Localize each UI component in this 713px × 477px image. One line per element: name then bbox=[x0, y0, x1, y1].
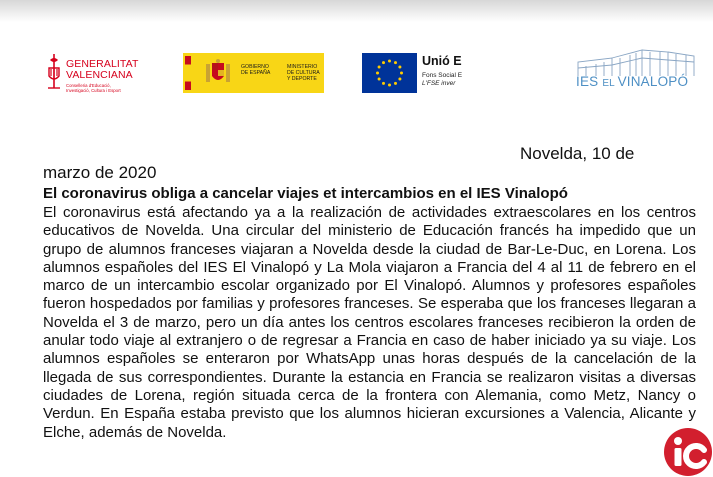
ies-vinalopo-logo bbox=[572, 46, 702, 96]
eu-motto-text: L'FSE inver bbox=[422, 80, 456, 87]
generalitat-department: Conselleria d'Educació, Investigació, Cultura i Esport bbox=[66, 83, 121, 93]
badge-ic-icon bbox=[664, 428, 712, 476]
european-union-fse-logo bbox=[362, 53, 470, 93]
eu-stars-icon bbox=[362, 53, 417, 93]
ministerio-text: MINISTERIO DE CULTURA Y DEPORTE bbox=[287, 64, 320, 82]
generalitat-emblem-icon bbox=[46, 52, 62, 94]
spain-flag-strip bbox=[185, 56, 191, 90]
gobierno-espana-logo bbox=[183, 53, 324, 93]
ies-name: IES EL VINALOPÓ bbox=[576, 74, 689, 89]
generalitat-valenciana-logo bbox=[46, 52, 146, 98]
top-shadow bbox=[0, 0, 713, 22]
date-line: Novelda, 10 de bbox=[520, 144, 635, 163]
article-headline: El coronavirus obliga a cancelar viajes et intercambios en el IES Vinalopó bbox=[43, 185, 568, 202]
eu-fund-text: Fons Social E bbox=[422, 72, 463, 79]
date-line-continued: marzo de 2020 bbox=[43, 163, 157, 182]
eu-title: Unió E bbox=[422, 54, 462, 68]
eu-flag-icon bbox=[362, 53, 417, 93]
spain-coat-of-arms-icon bbox=[203, 58, 233, 88]
gobierno-text: GOBIERNO DE ESPAÑA bbox=[241, 64, 271, 76]
generalitat-name: GENERALITAT VALENCIANA bbox=[66, 58, 139, 81]
article-body: El coronavirus está afectando ya a la realización de actividades extraescolares en los centros educativos de Novelda. Una circular del ministerio de Educación francés ha impedido que un grupo de alumnos franceses viajaran a Novelda desde la ciudad de Bar-Le-Duc, en Lorena. Los alumnos españoles del IES El Vinalopó y La Mola viajaron a Francia del 4 al 11 de febrero en el marco de un intercambio escolar organizado por El Vinalopó. Alumnos y profesores españoles fueron hospedados por familias y profesores franceses. Se esperaba que los franceses llegaran a Novelda el 3 de marzo, pero un día antes los centros escolares franceses recibieron la orden de anular todo viaje al extranjero o de regresar a Francia en caso de haber iniciado ya su viaje. Los alumnos españoles se enteraron por WhatsApp unas horas después de la cancelación de la llegada de sus correspondientes. Durante la estancia en Francia se realizaron visitas a diversas ciudades de Lorena, región situada cerca de la frontera con Alemania, como Metz, Nancy o Verdun. En España estaba previsto que los alumnos hicieran excursiones a Valencia, Alicante y Elche, además de Novelda. bbox=[43, 204, 696, 441]
site-badge-logo[interactable] bbox=[664, 428, 712, 476]
